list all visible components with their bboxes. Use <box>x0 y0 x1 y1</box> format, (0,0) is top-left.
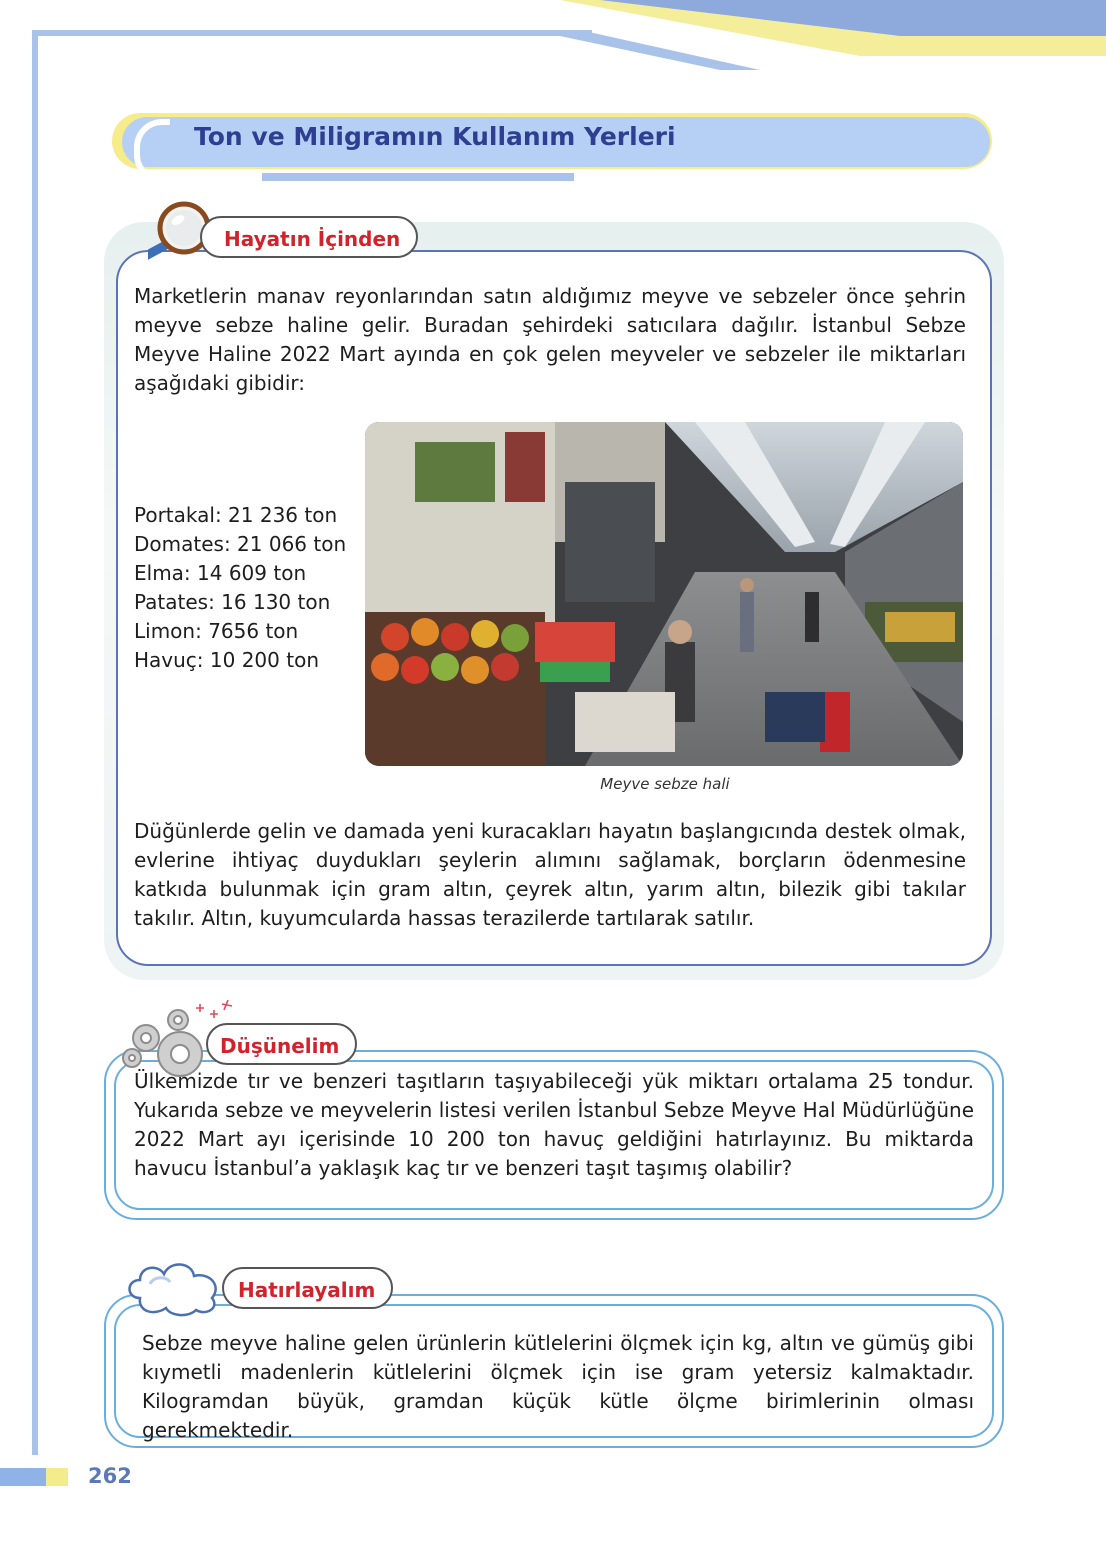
page-title: Ton ve Miligramın Kullanım Yerleri <box>194 122 676 151</box>
list-item: Patates: 16 130 ton <box>134 590 331 614</box>
produce-list <box>134 501 346 675</box>
hayatin-icinden-label: Hayatın İçinden <box>200 216 418 258</box>
gold-paragraph: Düğünlerde gelin ve damada yeni kuracakları hayatın başlangıcında destek olmak, evlerine ihtiyaç duydukları şeylerin alımını sağlamak, borçların ödenmesine katkıda bulunmak için gram altın, çeyrek altın, yarım altın, bilezik gibi takılar takılır. Altın, kuyumcularda hassas terazilerde tartılarak satılır. <box>134 819 966 930</box>
top-border-line <box>32 30 592 36</box>
list-item: Elma: 14 609 ton <box>134 561 307 585</box>
hatirlayalim-label: Hatırlayalım <box>222 1267 393 1309</box>
title-banner <box>112 113 992 183</box>
list-item: Limon: 7656 ton <box>134 619 299 643</box>
footer-bar <box>0 1468 46 1486</box>
footer-bar-accent <box>46 1468 68 1486</box>
page-number: 262 <box>88 1464 132 1488</box>
photo-caption: Meyve sebze hali <box>600 775 730 793</box>
thought-cloud-icon <box>122 1254 232 1318</box>
dusunelim-label: Düşünelim <box>206 1023 357 1065</box>
list-item: Domates: 21 066 ton <box>134 532 347 556</box>
market-photo <box>365 422 963 766</box>
list-item: Havuç: 10 200 ton <box>134 648 319 672</box>
left-border-line <box>32 30 38 1455</box>
list-item: Portakal: 21 236 ton <box>134 503 338 527</box>
dusunelim-text: Ülkemizde tır ve benzeri taşıtların taşıyabileceği yük miktarı ortalama 25 tondur. Yukarıda sebze ve meyvelerin listesi verilen İstanbul Sebze Meyve Hal Müdürlüğüne 2022 Mart ayı içerisinde 10 200 ton havuç geldiğini hatırlayınız. Bu miktarda havucu İstanbul’a yaklaşık kaç tır ve benzeri taşıt taşımış olabilir? <box>134 1069 974 1180</box>
intro-paragraph: Marketlerin manav reyonlarından satın aldığımız meyve ve sebzeler önce şehrin meyve sebze haline gelir. Buradan şehirdeki satıcılara dağılır. İstanbul Sebze Meyve Haline 2022 Mart ayında en çok gelen meyveler ve sebzeler ile miktarları aşağıdaki gibidir: <box>134 284 966 395</box>
hatirlayalim-text: Sebze meyve haline gelen ürünlerin kütlelerini ölçmek için kg, altın ve gümüş gibi kıymetli madenlerin kütlelerini ölçmek için ise gram yetersiz kalmaktadır. Kilogramdan büyük, gramdan küçük kütle ölçme birimlerinin olması gerekmektedir. <box>142 1331 974 1442</box>
